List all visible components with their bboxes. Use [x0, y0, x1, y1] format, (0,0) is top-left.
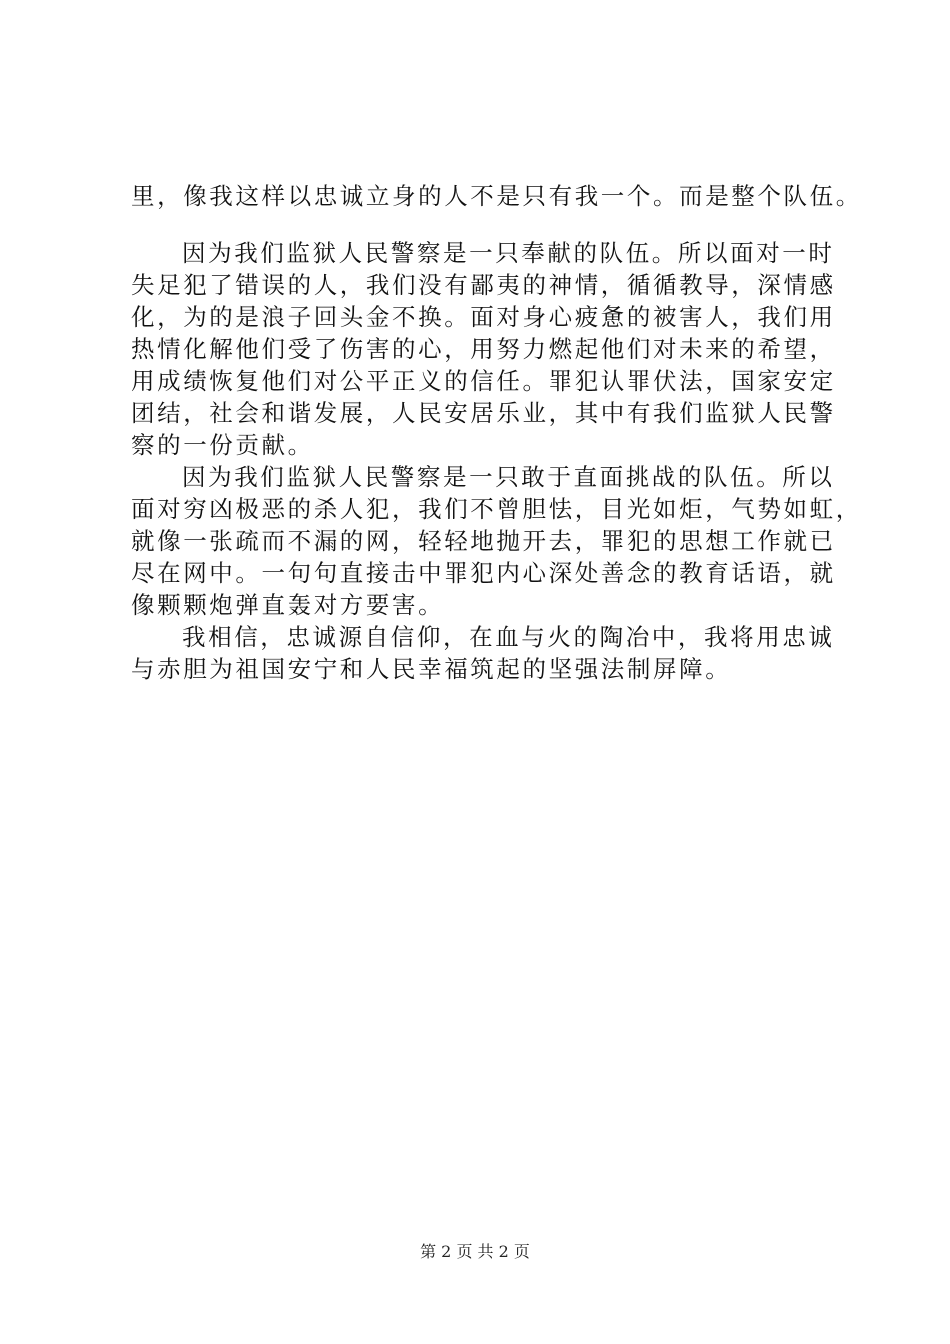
text-line: 我相信，忠诚源自信仰，在血与火的陶冶中，我将用忠诚 — [182, 623, 835, 651]
text-line: 面对穷凶极恶的杀人犯，我们不曾胆怯，目光如炬，气势如虹， — [131, 495, 862, 523]
text-line: 失足犯了错误的人，我们没有鄙夷的神情，循循教导，深情感 — [131, 271, 836, 299]
text-line: 察的一份贡献。 — [131, 431, 314, 459]
page-number-footer: 第 2 页 共 2 页 — [420, 1242, 530, 1261]
text-line: 化，为的是浪子回头金不换。面对身心疲惫的被害人，我们用 — [131, 303, 836, 331]
text-line: 热情化解他们受了伤害的心，用努力燃起他们对未来的希望， — [131, 335, 836, 363]
text-line: 团结，社会和谐发展，人民安居乐业，其中有我们监狱人民警 — [131, 399, 836, 427]
text-line: 里，像我这样以忠诚立身的人不是只有我一个。而是整个队伍。 — [131, 182, 862, 210]
text-line: 就像一张疏而不漏的网，轻轻地抛开去，罪犯的思想工作就已 — [131, 527, 836, 555]
text-line: 因为我们监狱人民警察是一只敢于直面挑战的队伍。所以 — [182, 463, 835, 491]
text-line: 与赤胆为祖国安宁和人民幸福筑起的坚强法制屏障。 — [131, 655, 732, 683]
text-line: 用成绩恢复他们对公平正义的信任。罪犯认罪伏法，国家安定 — [131, 367, 836, 395]
text-line: 像颗颗炮弹直轰对方要害。 — [131, 591, 445, 619]
text-line: 尽在网中。一句句直接击中罪犯内心深处善念的教育话语，就 — [131, 559, 836, 587]
text-line: 因为我们监狱人民警察是一只奉献的队伍。所以面对一时 — [182, 239, 835, 267]
